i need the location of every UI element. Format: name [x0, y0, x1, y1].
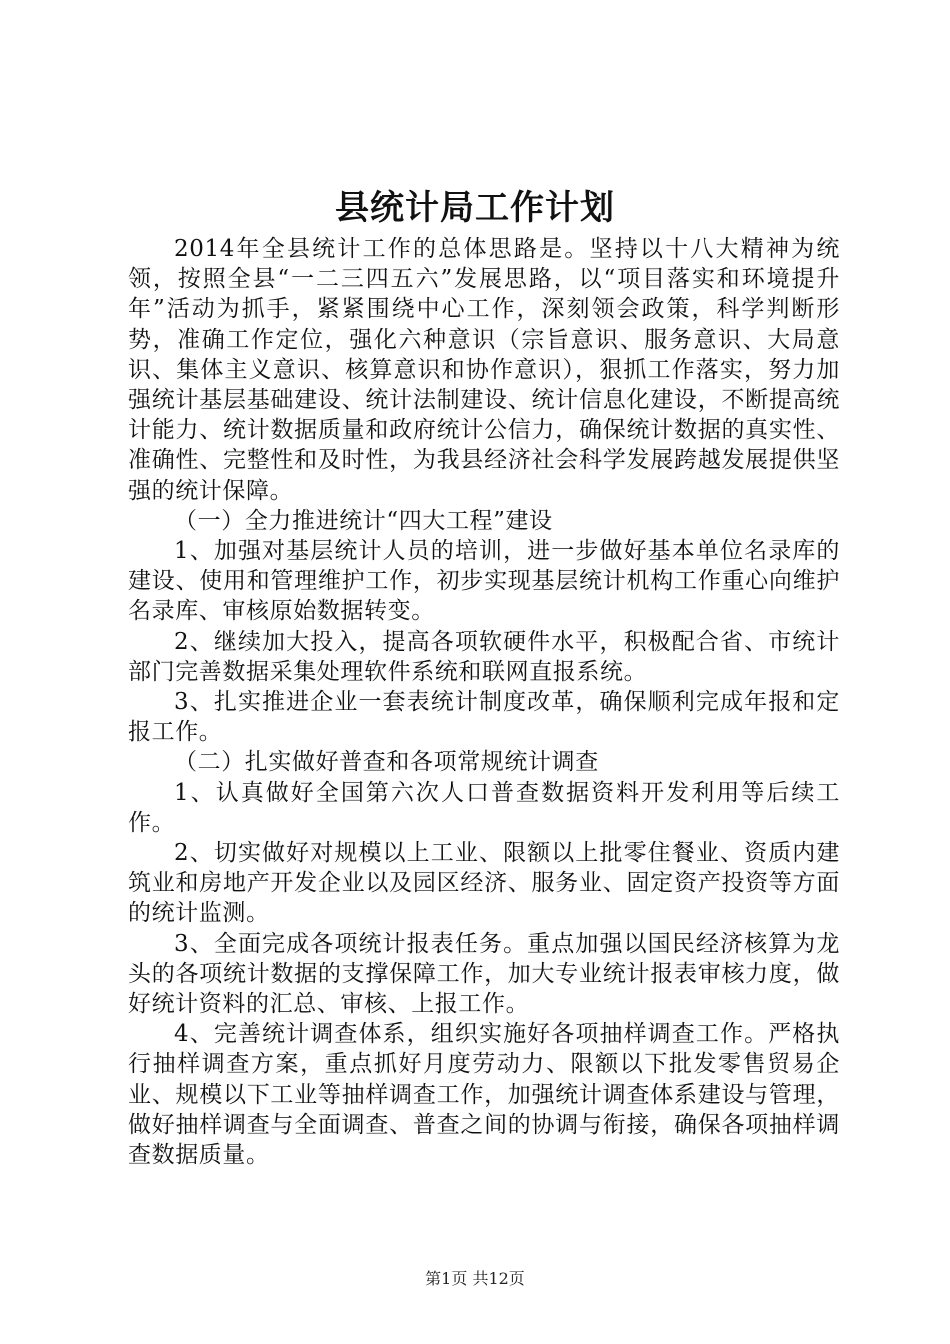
section-2-item-4: 4、完善统计调查体系，组织实施好各项抽样调查工作。严格执行抽样调查方案，重点抓好月度劳动力、限额以下批发零售贸易企业、规模以下工业等抽样调查工作，加强统计调查体系建设与管理，做好抽样调查与全面调查、普查之间的协调与衔接，确保各项抽样调查数据质量。: [128, 1021, 840, 1169]
section-2-item-1: 1、认真做好全国第六次人口普查数据资料开发利用等后续工作。: [128, 779, 840, 836]
page-footer: 第1页 共12页: [425, 1269, 525, 1288]
document-title: 县统计局工作计划: [335, 188, 615, 228]
intro-paragraph: 2014年全县统计工作的总体思路是。坚持以十八大精神为统领，按照全县“一二三四五六”发展思路，以“项目落实和环境提升年”活动为抓手，紧紧围绕中心工作，深刻领会政策，科学判断形势，准确工作定位，强化六种意识（宗旨意识、服务意识、大局意识、集体主义意识、核算意识和协作意识），狠抓工作落实，努力加强统计基层基础建设、统计法制建设、统计信息化建设，不断提高统计能力、统计数据质量和政府统计公信力，确保统计数据的真实性、准确性、完整性和及时性，为我县经济社会科学发展跨越发展提供坚强的统计保障。: [128, 236, 840, 504]
section-2-item-2: 2、切实做好对规模以上工业、限额以上批零住餐业、资质内建筑业和房地产开发企业以及园区经济、服务业、固定资产投资等方面的统计监测。: [128, 840, 840, 927]
section-1-item-2: 2、继续加大投入，提高各项软硬件水平，积极配合省、市统计部门完善数据采集处理软件系统和联网直报系统。: [128, 628, 840, 685]
section-1-item-3: 3、扎实推进企业一套表统计制度改革，确保顺利完成年报和定报工作。: [128, 689, 840, 746]
section-1-item-1: 1、加强对基层统计人员的培训，进一步做好基本单位名录库的建设、使用和管理维护工作，初步实现基层统计机构工作重心向维护名录库、审核原始数据转变。: [128, 538, 840, 625]
section-heading-1: （一）全力推进统计“四大工程”建设: [174, 507, 553, 534]
section-2-item-3: 3、全面完成各项统计报表任务。重点加强以国民经济核算为龙头的各项统计数据的支撑保障工作，加大专业统计报表审核力度，做好统计资料的汇总、审核、上报工作。: [128, 930, 840, 1018]
document-body: [128, 234, 840, 1170]
section-heading-2: （二）扎实做好普查和各项常规统计调查: [174, 749, 599, 776]
